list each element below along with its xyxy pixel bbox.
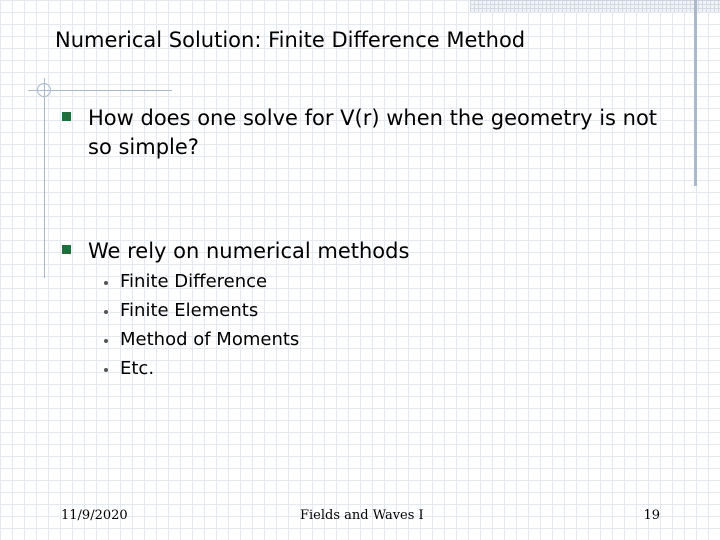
bullet-text: We rely on numerical methods (88, 239, 410, 263)
sub-bullet-text: Finite Difference (120, 271, 268, 292)
header-pattern-band (470, 0, 720, 12)
sub-bullet-text: Method of Moments (120, 329, 300, 350)
round-bullet-icon (104, 310, 108, 314)
square-bullet-icon (62, 112, 71, 121)
decorative-right-bar (694, 0, 697, 186)
round-bullet-icon (104, 368, 108, 372)
sub-bullet-item (112, 269, 299, 298)
sub-bullet-list (112, 269, 299, 385)
bullet-item (62, 104, 682, 162)
bullet-text: How does one solve for V(r) when the geometry is not so simple? (88, 106, 658, 159)
page-number: 19 (643, 508, 660, 523)
bullet-item (62, 237, 682, 266)
decorative-circle (37, 83, 51, 97)
sub-bullet-text: Etc. (120, 358, 155, 379)
sub-bullet-item (112, 327, 299, 356)
sub-bullet-item (112, 298, 299, 327)
square-bullet-icon (62, 245, 71, 254)
decorative-vertical-line (44, 78, 45, 278)
footer-date: 11/9/2020 (61, 508, 128, 523)
footer-course-name: Fields and Waves I (300, 508, 424, 523)
round-bullet-icon (104, 281, 108, 285)
sub-bullet-text: Finite Elements (120, 300, 259, 321)
slide-title: Numerical Solution: Finite Difference Method (55, 28, 526, 52)
round-bullet-icon (104, 339, 108, 343)
sub-bullet-item (112, 356, 299, 385)
